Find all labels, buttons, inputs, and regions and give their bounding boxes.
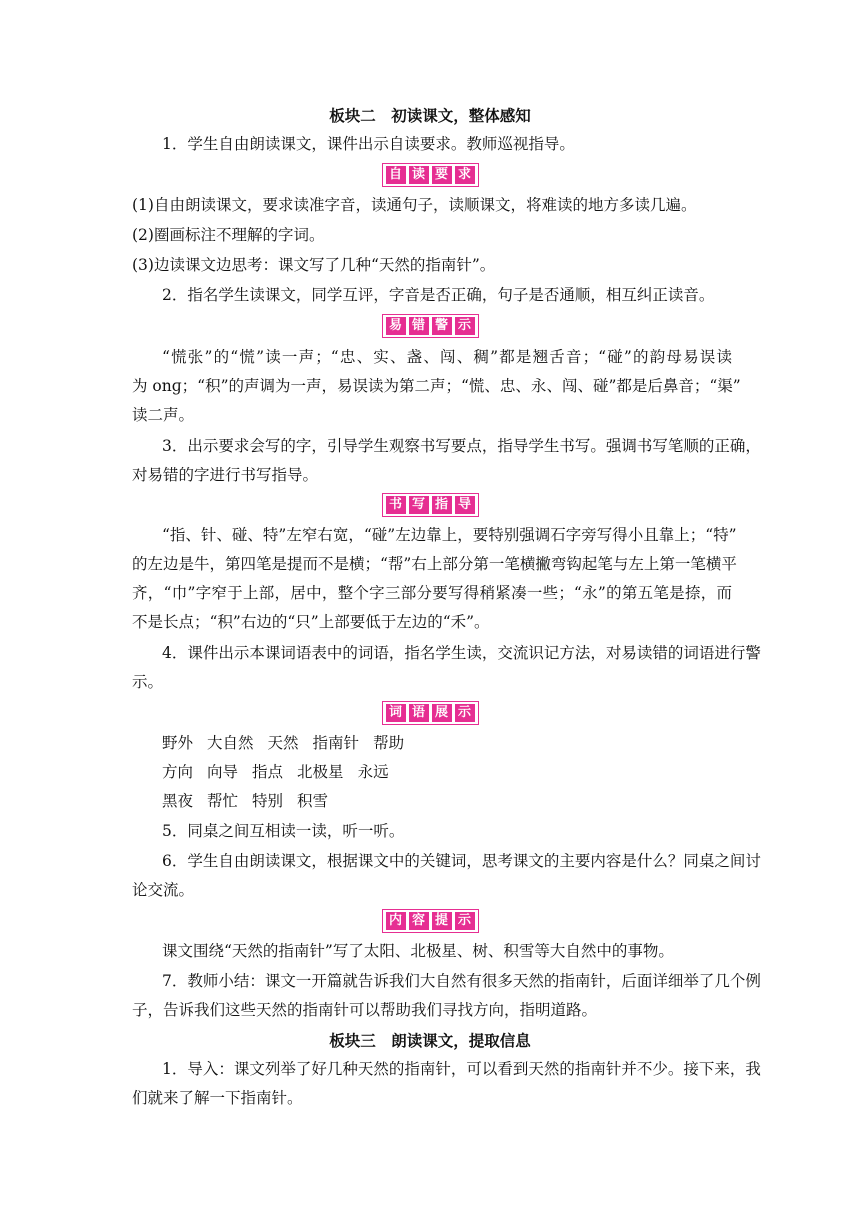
word: 永远 <box>357 763 389 781</box>
content-hint-text: 课文围绕“天然的指南针”写了太阳、北极星、树、积雪等大自然中的事物。 <box>162 942 674 960</box>
word: 大自然 <box>207 734 254 752</box>
requirement-3: (3)边读课文边思考：课文写了几种“天然的指南针”。 <box>132 256 496 274</box>
warning-line-3: 读二声。 <box>132 406 195 424</box>
badge-char: 展 <box>432 704 452 722</box>
badge-char: 容 <box>409 912 429 930</box>
word: 野外 <box>162 734 194 752</box>
requirement-1: (1)自由朗读课文，要求读准字音，读通句子，读顺课文，将难读的地方多读几遍。 <box>132 196 697 214</box>
word: 特别 <box>252 792 284 810</box>
badge-shuxie-zhidao <box>0 493 860 517</box>
badge-char: 词 <box>386 704 406 722</box>
step5-text: 5．同桌之间互相读一读，听一听。 <box>162 822 405 840</box>
word: 方向 <box>162 763 194 781</box>
word: 帮忙 <box>207 792 239 810</box>
writing-line-4: 不是长点；“积”右边的“只”上部要低于左边的“禾”。 <box>132 613 490 631</box>
writing-line-2: 的左边是牛，第四笔是提而不是横；“帮”右上部分第一笔横撇弯钩起笔与左上第一笔横平 <box>132 555 737 573</box>
word: 黑夜 <box>162 792 194 810</box>
step3-line-1: 3．出示要求会写的字，引导学生观察书写要点，指导学生书写。强调书写笔顺的正确， <box>162 437 761 455</box>
badge-char: 指 <box>432 496 452 514</box>
badge-char: 提 <box>432 912 452 930</box>
badge-ciyu-zhanshi <box>0 701 860 725</box>
word: 向导 <box>207 763 239 781</box>
badge-char: 语 <box>409 704 429 722</box>
s3-step1-line-1: 1．导入：课文列举了好几种天然的指南针，可以看到天然的指南针并不少。接下来，我 <box>162 1060 761 1078</box>
section2-heading: 板块二 初读课文，整体感知 <box>329 106 531 125</box>
step3-line-2: 对易错的字进行书写指导。 <box>132 466 319 484</box>
badge-yicuo-jingshi <box>0 314 860 338</box>
word: 积雪 <box>297 792 329 810</box>
badge-neirong-tishi <box>0 909 860 933</box>
badge-char: 写 <box>409 496 429 514</box>
word: 北极星 <box>297 763 344 781</box>
word-row-1 <box>162 729 732 758</box>
word: 指南针 <box>312 734 360 752</box>
word: 帮助 <box>373 734 405 752</box>
badge-char: 示 <box>455 704 475 722</box>
step2-text: 2．指名学生读课文，同学互评，字音是否正确，句子是否通顺，相互纠正读音。 <box>162 286 715 304</box>
word-row-3 <box>162 787 732 816</box>
step7-line-2: 子，告诉我们这些天然的指南针可以帮助我们寻找方向，指明道路。 <box>132 1001 598 1019</box>
word-row-2 <box>162 758 732 787</box>
warning-line-2: 为 onɡ；“积”的声调为一声，易误读为第二声；“慌、忠、永、闯、碰”都是后鼻音；“渠” <box>132 377 741 395</box>
step7-line-1: 7．教师小结：课文一开篇就告诉我们大自然有很多天然的指南针，后面详细举了几个例 <box>162 972 761 990</box>
writing-line-3: 齐，“巾”字窄于上部，居中，整个字三部分要写得稍紧凑一些；“永”的第五笔是捺，而 <box>132 584 732 602</box>
step6-line-1: 6．学生自由朗读课文，根据课文中的关键词，思考课文的主要内容是什么？同桌之间讨 <box>162 852 761 870</box>
badge-char: 书 <box>386 496 406 514</box>
s3-step1-line-2: 们就来了解一下指南针。 <box>132 1089 303 1107</box>
badge-char: 自 <box>386 166 406 184</box>
section3-heading: 板块三 朗读课文，提取信息 <box>329 1031 531 1050</box>
badge-char: 易 <box>386 317 406 335</box>
step4-line-2: 示。 <box>132 673 164 691</box>
badge-char: 要 <box>432 166 452 184</box>
step6-line-2: 论交流。 <box>132 881 195 899</box>
badge-char: 导 <box>455 496 475 514</box>
badge-zidu-yaoqiu <box>0 163 860 187</box>
badge-char: 示 <box>455 912 475 930</box>
step4-line-1: 4．课件出示本课词语表中的词语，指名学生读，交流识记方法，对易读错的词语进行警 <box>162 644 761 662</box>
badge-char: 错 <box>409 317 429 335</box>
word: 指点 <box>252 763 284 781</box>
word: 天然 <box>267 734 299 752</box>
badge-char: 读 <box>409 166 429 184</box>
warning-line-1: “慌张”的“慌”读一声；“忠、实、盏、闯、稠”都是翘舌音；“碰”的韵母易误读 <box>162 348 732 366</box>
badge-char: 示 <box>455 317 475 335</box>
step1-text: 1．学生自由朗读课文，课件出示自读要求。教师巡视指导。 <box>162 135 575 153</box>
badge-char: 内 <box>386 912 406 930</box>
badge-char: 警 <box>432 317 452 335</box>
requirement-2: (2)圈画标注不理解的字词。 <box>132 226 325 244</box>
writing-line-1: “指、针、碰、特”左窄右宽，“碰”左边靠上，要特别强调石字旁写得小且靠上；“特” <box>162 526 737 544</box>
badge-char: 求 <box>455 166 475 184</box>
